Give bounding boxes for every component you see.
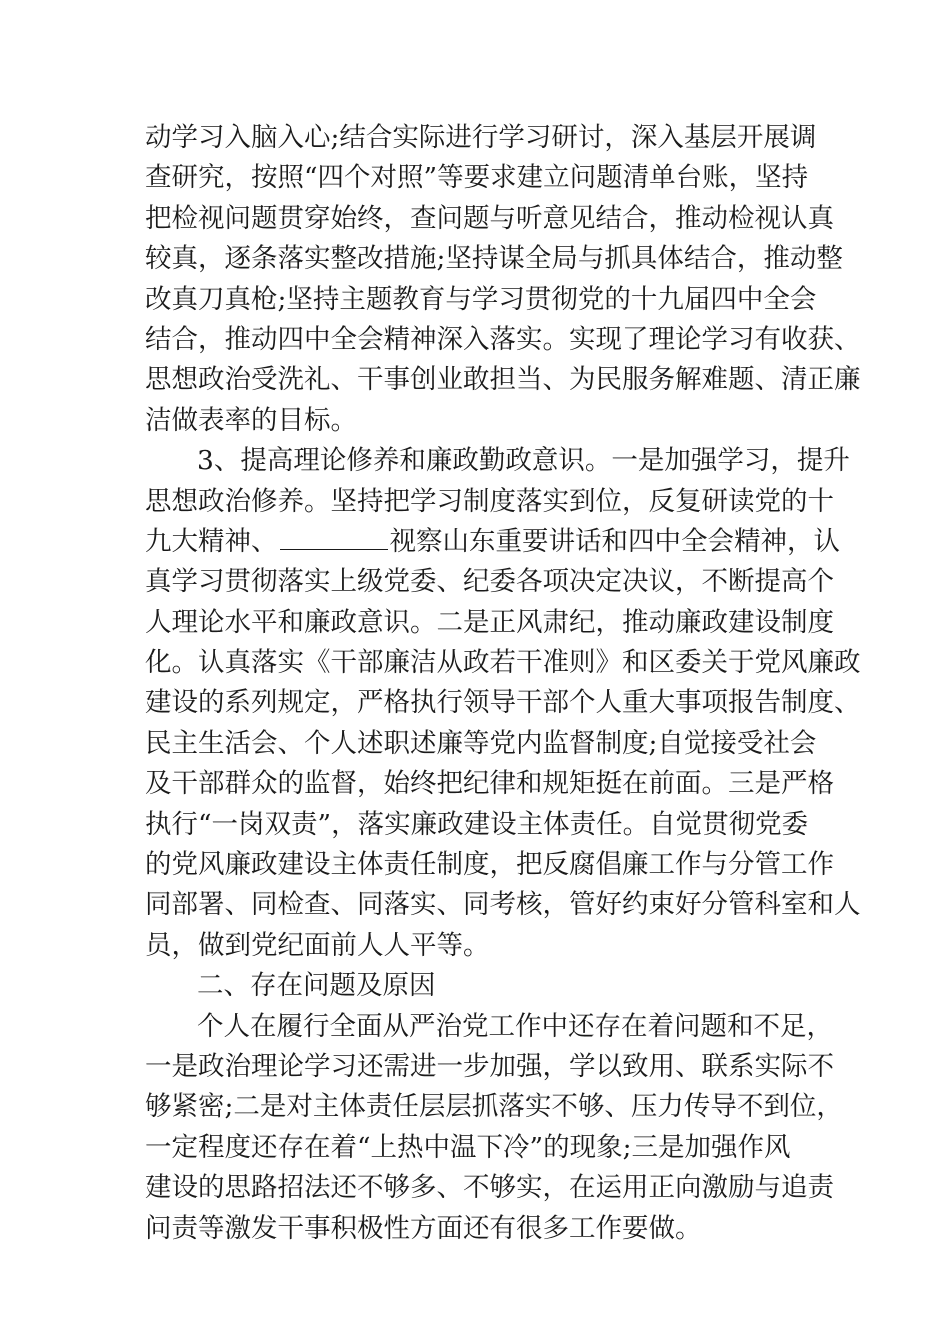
text-line: 思想政治修养。坚持把学习制度落实到位，反复研读党的十: [145, 485, 834, 517]
text-line: 较真，逐条落实整改措施;坚持谋全局与抓具体结合，推动整: [145, 243, 843, 275]
text-line: 够紧密;二是对主体责任层层抓落实不够、压力传导不到位，: [145, 1091, 843, 1123]
fill-in-blank: [280, 527, 388, 550]
text-line: 改真刀真枪;坚持主题教育与学习贯彻党的十九届四中全会: [145, 283, 817, 315]
text-line: 洁做表率的目标。: [145, 404, 357, 436]
text-line: 执行“一岗双责”，落实廉政建设主体责任。自觉贯彻党委: [145, 808, 809, 840]
text-line: 建设的思路招法还不够多、不够实，在运用正向激励与追责: [145, 1172, 834, 1204]
text-line: 民主生活会、个人述职述廉等党内监督制度;自觉接受社会: [145, 727, 817, 759]
text-line: 人理论水平和廉政意识。二是正风肃纪，推动廉政建设制度: [145, 606, 834, 638]
text-line: 建设的系列规定，严格执行领导干部个人重大事项报告制度、: [145, 687, 861, 719]
text-fragment: 视察山东重要讲话和四中全会精神，认: [389, 525, 840, 557]
text-line: 思想政治受洗礼、干事创业敢担当、为民服务解难题、清正廉: [145, 364, 861, 396]
text-line: 员，做到党纪面前人人平等。: [145, 929, 490, 961]
text-line: 的党风廉政建设主体责任制度，把反腐倡廉工作与分管工作: [145, 849, 834, 881]
text-line: 问责等激发干事积极性方面还有很多工作要做。: [145, 1212, 702, 1244]
text-line: 结合，推动四中全会精神深入落实。实现了理论学习有收获、: [145, 323, 861, 355]
text-line-with-blank: [145, 522, 840, 562]
text-fragment: 九大精神、: [145, 525, 278, 557]
text-line: 个人在履行全面从严治党工作中还存在着问题和不足，: [197, 1010, 833, 1042]
text-line: 把检视问题贯穿始终，查问题与听意见结合，推动检视认真: [145, 202, 834, 234]
text-line: 化。认真落实《干部廉洁从政若干准则》和区委关于党风廉政: [145, 647, 861, 679]
text-line: 动学习入脑入心;结合实际进行学习研讨，深入基层开展调: [145, 122, 817, 153]
text-line: 及干部群众的监督，始终把纪律和规矩挺在前面。三是严格: [145, 768, 834, 800]
document-body: [145, 118, 861, 1249]
text-line: 同部署、同检查、同落实、同考核，管好约束好分管科室和人: [145, 889, 861, 921]
text-line: 一是政治理论学习还需进一步加强，学以致用、联系实际不: [145, 1050, 834, 1082]
section-3-heading-line: 3、提高理论修养和廉政勤政意识。一是加强学习，提升: [197, 445, 850, 477]
section-heading-problems: 二、存在问题及原因: [197, 970, 436, 1002]
text-line: 真学习贯彻落实上级党委、纪委各项决定决议，不断提高个: [145, 566, 834, 598]
text-line: 一定程度还存在着“上热中温下冷”的现象;三是加强作风: [145, 1131, 791, 1163]
text-line: 查研究，按照“四个对照”等要求建立问题清单台账，坚持: [145, 162, 809, 194]
